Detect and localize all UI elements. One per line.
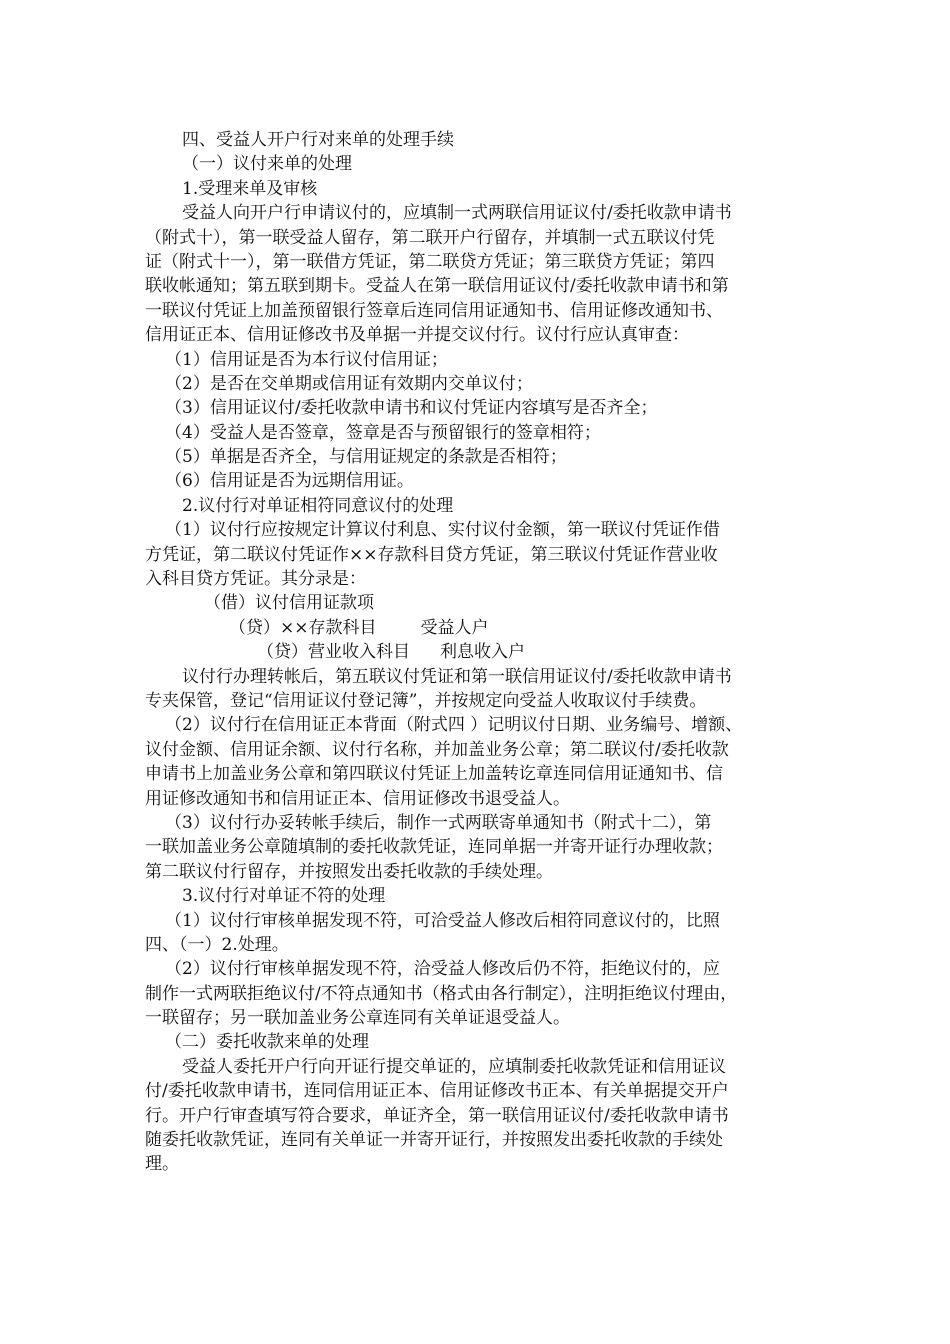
paragraph-line: 专夹保管，登记“信用证议付登记簿”，并按规定向受益人收取议付手续费。	[145, 690, 707, 711]
journal-entry-credit	[145, 616, 810, 640]
paragraph-line: 制作一式两联拒绝议付/不符点通知书（格式由各行制定），注明拒绝议付理由，	[145, 983, 738, 1004]
paragraph-line: 行。开户行审查填写符合要求，单证齐全，第一联信用证议付/委托收款申请书	[145, 1105, 729, 1126]
paragraph-line: 一联加盖业务公章随填制的委托收款凭证，连同单据一并寄开证行办理收款；	[145, 837, 723, 858]
paragraph-line: 一联留存；另一联加盖业务公章连同有关单证退受益人。	[145, 1008, 570, 1029]
paragraph-line: 入科目贷方凭证。其分录是：	[145, 569, 366, 590]
paragraph-line: 受益人委托开户行向开证行提交单证的，应填制委托收款凭证和信用证议	[182, 1056, 726, 1077]
document-body	[145, 128, 810, 1177]
check-item: （3）信用证议付/委托收款申请书和议付凭证内容填写是否齐全；	[165, 398, 658, 419]
paragraph-line: 联收帐通知；第五联到期卡。受益人在第一联信用证议付/委托收款申请书和第	[145, 276, 729, 297]
subsection-heading: （一）议付来单的处理	[182, 154, 352, 175]
paragraph-line: 证（附式十一），第一联借方凭证，第二联贷方凭证；第三联贷方凭证；第四	[145, 251, 715, 272]
paragraph-line: （3）议付行办妥转帐手续后，制作一式两联寄单通知书（附式十二），第	[165, 812, 712, 833]
journal-entry-debit: （借）议付信用证款项	[204, 593, 374, 614]
check-item: （6）信用证是否为远期信用证。	[165, 471, 414, 492]
paragraph-line: 一联议付凭证上加盖预留银行签章后连同信用证通知书、信用证修改通知书、	[145, 300, 723, 321]
journal-entry-account: （贷）营业收入科目	[257, 642, 410, 663]
paragraph-line: 用证修改通知书和信用证正本、信用证修改书退受益人。	[145, 788, 570, 809]
journal-entry-account: （贷）××存款科目	[229, 617, 377, 638]
paragraph-line: （2）议付行在信用证正本背面（附式四 ）记明议付日期、业务编号、增额、	[165, 715, 743, 736]
check-item: （1）信用证是否为本行议付信用证；	[165, 349, 448, 370]
paragraph-line: 议付行办理转帐后，第五联议付凭证和第一联信用证议付/委托收款申请书	[182, 666, 732, 687]
check-item: （2）是否在交单期或信用证有效期内交单议付；	[165, 373, 533, 394]
item-heading: 1.受理来单及审核	[182, 178, 318, 199]
paragraph-line: （1）议付行审核单据发现不符，可洽受益人修改后相符同意议付的，比照	[165, 910, 720, 931]
check-item: （5）单据是否齐全，与信用证规定的条款是否相符；	[165, 447, 567, 468]
paragraph-line: （1）议付行应按规定计算议付利息、实付议付金额，第一联议付凭证作借	[165, 520, 720, 541]
paragraph-line: 四、（一）2.处理。	[145, 934, 289, 955]
item-heading: 2.议付行对单证相符同意议付的处理	[182, 495, 454, 516]
check-item: （4）受益人是否签章，签章是否与预留银行的签章相符；	[165, 422, 601, 443]
paragraph-line: 信用证正本、信用证修改书及单据一并提交议付行。议付行应认真审查：	[145, 325, 689, 346]
item-heading: 3.议付行对单证不符的处理	[182, 886, 386, 907]
journal-entry-subaccount: 利息收入户	[440, 642, 525, 663]
journal-entry-subaccount: 受益人户	[420, 617, 489, 638]
section-heading: 四、受益人开户行对来单的处理手续	[182, 130, 454, 150]
paragraph-line: 议付金额、信用证余额、议付行名称，并加盖业务公章；第二联议付/委托收款	[145, 739, 729, 760]
paragraph-line: （附式十），第一联受益人留存，第二联开户行留存，并填制一式五联议付凭	[145, 227, 715, 248]
paragraph-line: 理。	[145, 1154, 179, 1175]
paragraph-line: 申请书上加盖业务公章和第四联议付凭证上加盖转讫章连同信用证通知书、信	[145, 764, 723, 785]
paragraph-line: 付/委托收款申请书，连同信用证正本、信用证修改书正本、有关单据提交开户	[145, 1081, 729, 1102]
paragraph-line: 方凭证，第二联议付凭证作××存款科目贷方凭证，第三联议付凭证作营业收	[145, 544, 718, 565]
paragraph-line: 第二联议付行留存，并按照发出委托收款的手续处理。	[145, 861, 553, 882]
paragraph-line: 随委托收款凭证，连同有关单证一并寄开证行，并按照发出委托收款的手续处	[145, 1130, 723, 1151]
paragraph-line: 受益人向开户行申请议付的，应填制一式两联信用证议付/委托收款申请书	[182, 203, 732, 224]
journal-entry-credit	[145, 640, 810, 664]
paragraph-line: （2）议付行审核单据发现不符，洽受益人修改后仍不符，拒绝议付的，应	[165, 959, 720, 980]
subsection-heading: （二）委托收款来单的处理	[165, 1032, 369, 1053]
